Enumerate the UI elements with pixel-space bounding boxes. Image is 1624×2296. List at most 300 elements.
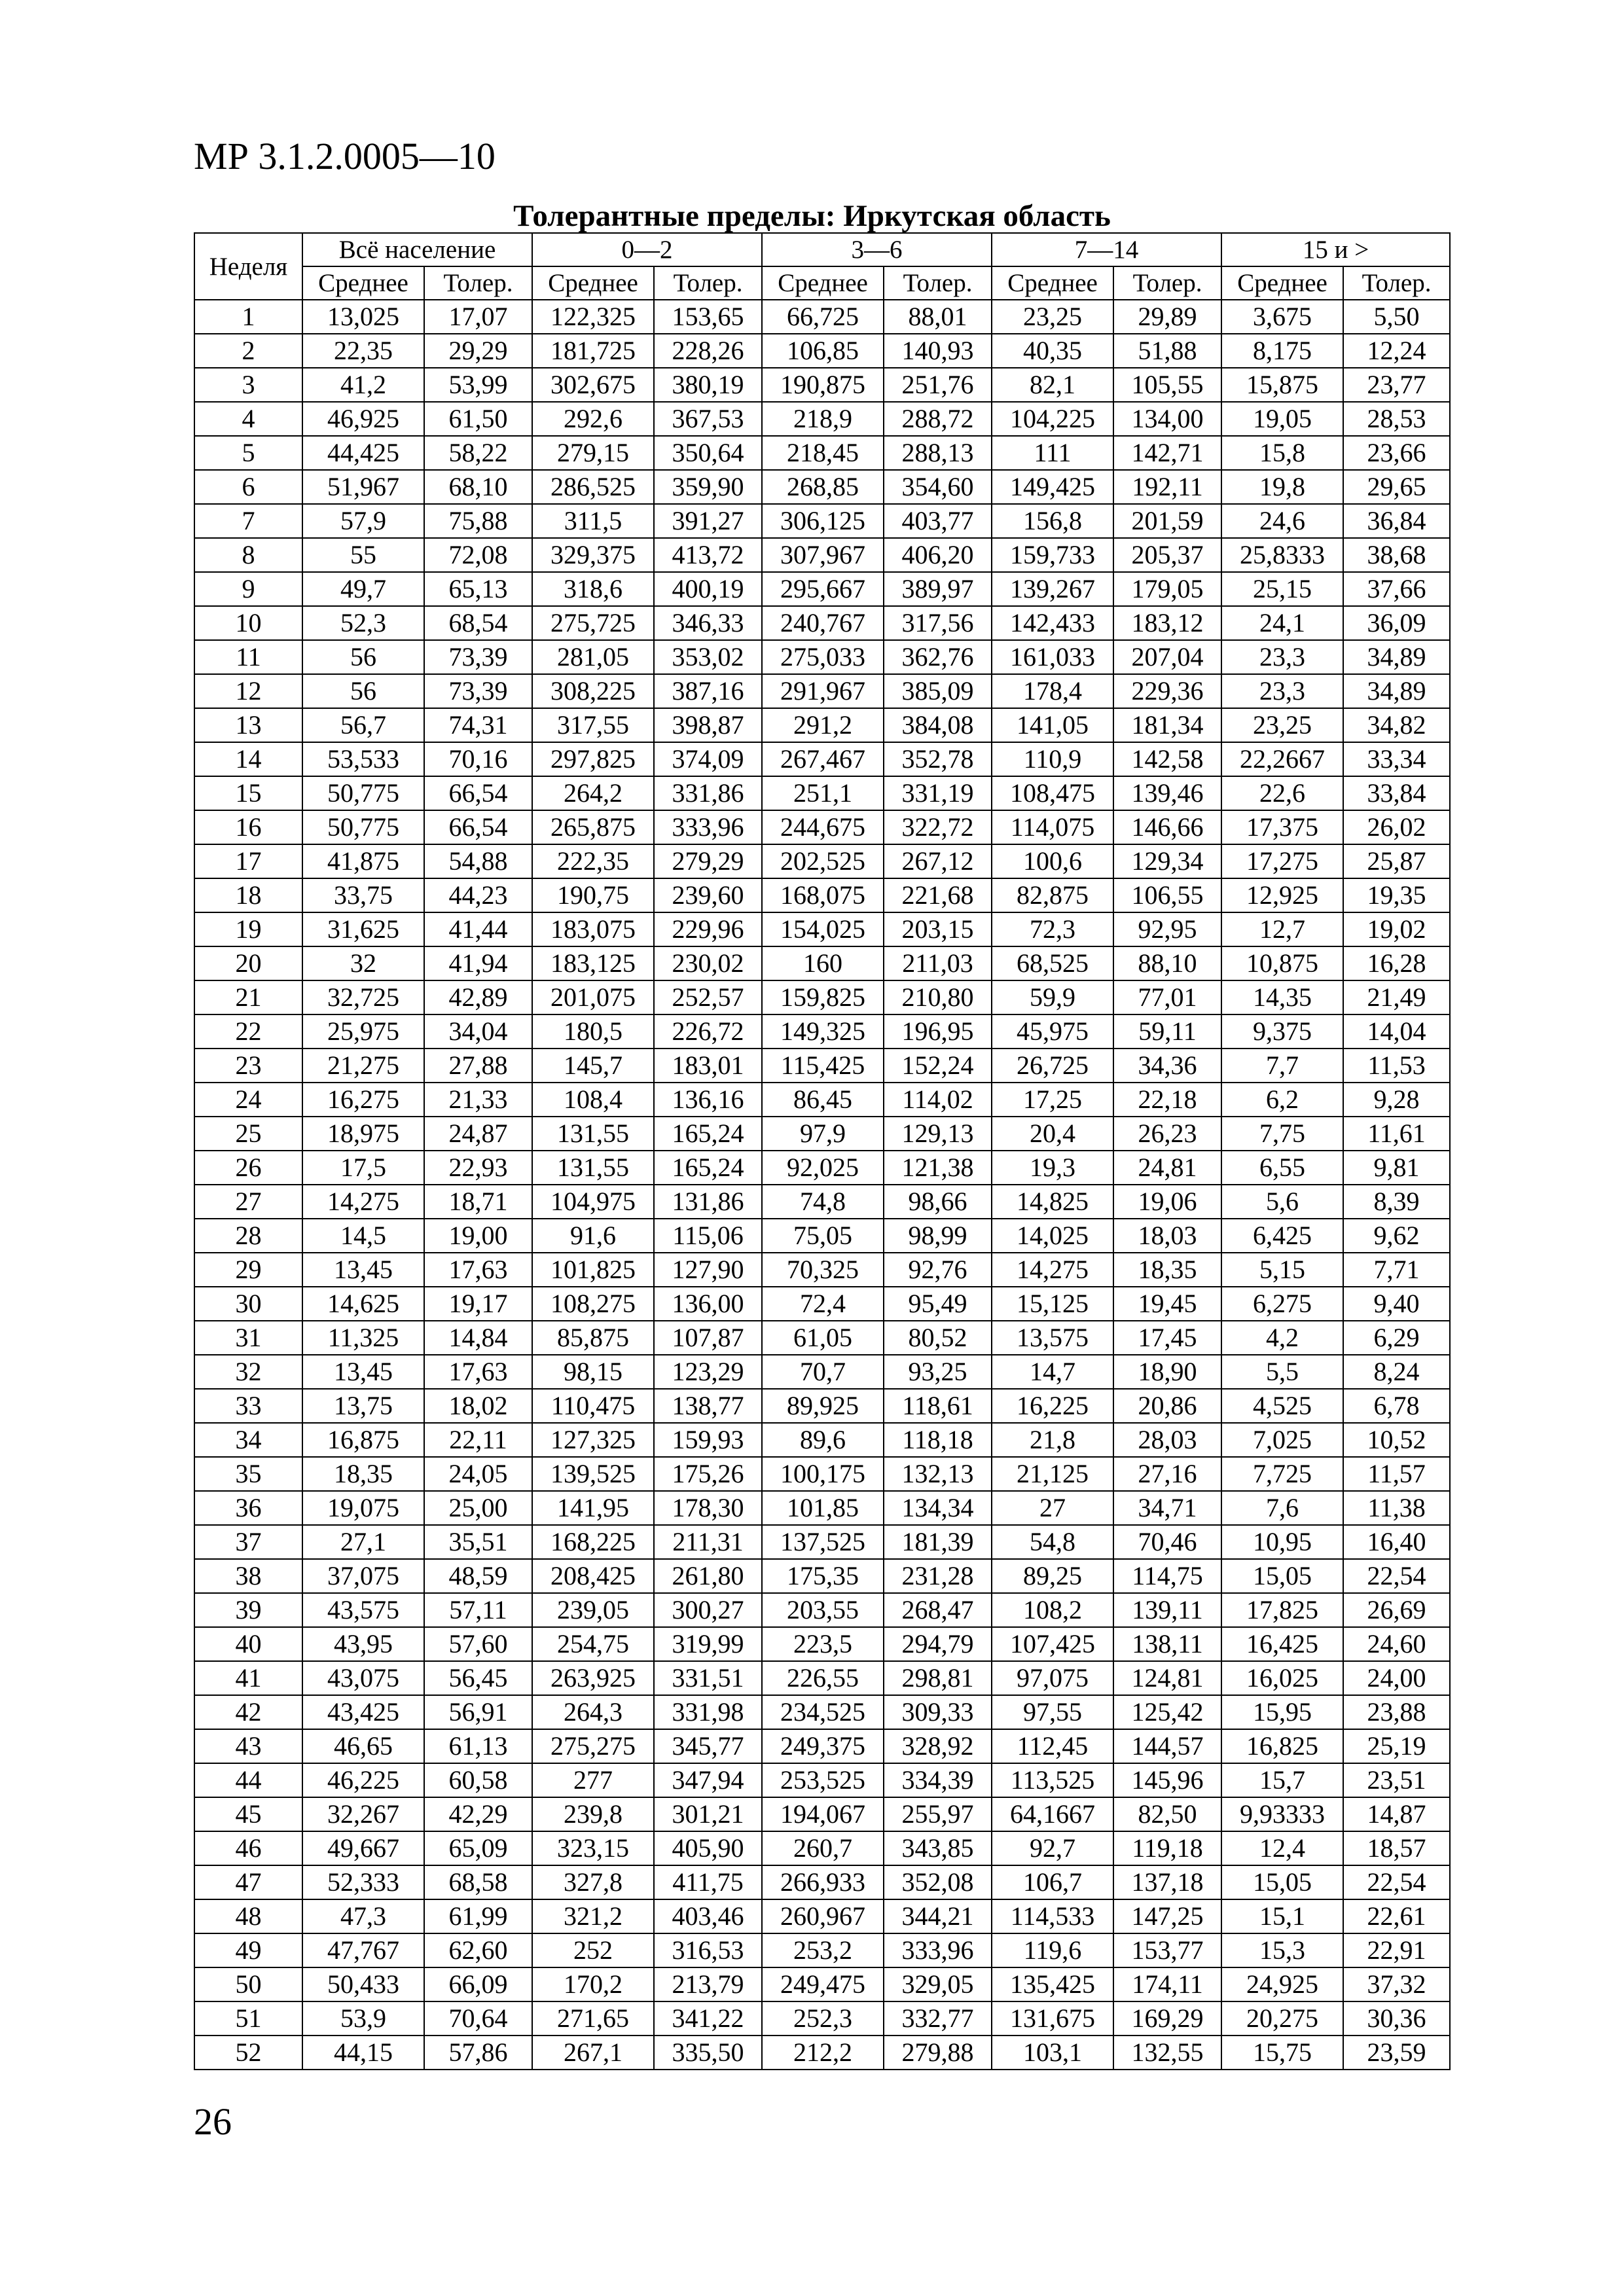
cell-age-15-plus-tol: 10,52 xyxy=(1343,1423,1450,1457)
cell-age-3-6-tol: 344,21 xyxy=(884,1899,992,1933)
cell-age-3-6-tol: 334,39 xyxy=(884,1763,992,1797)
cell-age-7-14-mean: 141,05 xyxy=(992,708,1113,742)
cell-week: 44 xyxy=(194,1763,302,1797)
cell-age-15-plus-tol: 23,77 xyxy=(1343,368,1450,402)
cell-all-mean: 46,225 xyxy=(302,1763,424,1797)
cell-age-7-14-mean: 135,425 xyxy=(992,1967,1113,2001)
cell-age-0-2-tol: 229,96 xyxy=(654,912,762,946)
cell-age-15-plus-mean: 15,75 xyxy=(1221,2036,1343,2070)
cell-age-15-plus-tol: 6,29 xyxy=(1343,1321,1450,1355)
cell-age-0-2-mean: 318,6 xyxy=(532,572,654,606)
cell-age-0-2-mean: 264,3 xyxy=(532,1695,654,1729)
table-row xyxy=(194,1763,1450,1797)
cell-week: 2 xyxy=(194,334,302,368)
cell-age-15-plus-tol: 11,57 xyxy=(1343,1457,1450,1491)
cell-age-15-plus-tol: 24,00 xyxy=(1343,1661,1450,1695)
table-row xyxy=(194,2036,1450,2070)
cell-age-3-6-mean: 159,825 xyxy=(762,980,884,1014)
cell-age-3-6-tol: 114,02 xyxy=(884,1083,992,1117)
table-row xyxy=(194,1593,1450,1627)
cell-age-0-2-tol: 123,29 xyxy=(654,1355,762,1389)
cell-all-mean: 17,5 xyxy=(302,1151,424,1185)
cell-age-0-2-tol: 400,19 xyxy=(654,572,762,606)
cell-all-mean: 55 xyxy=(302,538,424,572)
cell-age-7-14-tol: 92,95 xyxy=(1113,912,1221,946)
cell-age-15-plus-mean: 16,025 xyxy=(1221,1661,1343,1695)
table-row xyxy=(194,1117,1450,1151)
cell-age-0-2-tol: 183,01 xyxy=(654,1049,762,1083)
cell-age-3-6-mean: 295,667 xyxy=(762,572,884,606)
cell-age-15-plus-tol: 14,87 xyxy=(1343,1797,1450,1831)
cell-week: 51 xyxy=(194,2001,302,2036)
cell-age-7-14-tol: 34,36 xyxy=(1113,1049,1221,1083)
cell-week: 6 xyxy=(194,470,302,504)
cell-age-0-2-tol: 252,57 xyxy=(654,980,762,1014)
cell-all-tol: 65,13 xyxy=(424,572,532,606)
cell-age-15-plus-mean: 19,8 xyxy=(1221,470,1343,504)
cell-age-0-2-tol: 411,75 xyxy=(654,1865,762,1899)
cell-week: 9 xyxy=(194,572,302,606)
cell-age-0-2-mean: 267,1 xyxy=(532,2036,654,2070)
cell-age-7-14-tol: 169,29 xyxy=(1113,2001,1221,2036)
cell-age-0-2-mean: 181,725 xyxy=(532,334,654,368)
cell-age-3-6-mean: 89,6 xyxy=(762,1423,884,1457)
cell-all-mean: 56 xyxy=(302,640,424,674)
cell-age-0-2-tol: 391,27 xyxy=(654,504,762,538)
cell-all-mean: 32,267 xyxy=(302,1797,424,1831)
cell-age-7-14-mean: 40,35 xyxy=(992,334,1113,368)
table-row xyxy=(194,776,1450,810)
document-code: МР 3.1.2.0005—10 xyxy=(194,135,496,177)
cell-age-0-2-tol: 211,31 xyxy=(654,1525,762,1559)
cell-age-7-14-tol: 18,35 xyxy=(1113,1253,1221,1287)
cell-age-15-plus-mean: 25,15 xyxy=(1221,572,1343,606)
cell-all-mean: 32 xyxy=(302,946,424,980)
cell-age-0-2-tol: 380,19 xyxy=(654,368,762,402)
cell-age-7-14-tol: 24,81 xyxy=(1113,1151,1221,1185)
cell-age-7-14-mean: 23,25 xyxy=(992,300,1113,334)
cell-age-3-6-mean: 100,175 xyxy=(762,1457,884,1491)
cell-age-0-2-mean: 302,675 xyxy=(532,368,654,402)
table-row xyxy=(194,1559,1450,1593)
cell-age-0-2-mean: 190,75 xyxy=(532,878,654,912)
cell-age-0-2-mean: 317,55 xyxy=(532,708,654,742)
cell-age-7-14-mean: 14,7 xyxy=(992,1355,1113,1389)
cell-age-15-plus-tol: 18,57 xyxy=(1343,1831,1450,1865)
cell-all-mean: 52,3 xyxy=(302,606,424,640)
cell-age-7-14-tol: 145,96 xyxy=(1113,1763,1221,1797)
cell-age-3-6-tol: 384,08 xyxy=(884,708,992,742)
cell-age-0-2-tol: 153,65 xyxy=(654,300,762,334)
table-row xyxy=(194,504,1450,538)
cell-age-15-plus-mean: 17,375 xyxy=(1221,810,1343,844)
cell-age-7-14-mean: 103,1 xyxy=(992,2036,1113,2070)
cell-age-7-14-tol: 142,58 xyxy=(1113,742,1221,776)
cell-age-15-plus-mean: 6,2 xyxy=(1221,1083,1343,1117)
cell-age-15-plus-mean: 7,7 xyxy=(1221,1049,1343,1083)
cell-age-15-plus-tol: 34,89 xyxy=(1343,640,1450,674)
cell-all-mean: 43,575 xyxy=(302,1593,424,1627)
table-row xyxy=(194,470,1450,504)
cell-age-7-14-mean: 178,4 xyxy=(992,674,1113,708)
cell-age-15-plus-mean: 7,725 xyxy=(1221,1457,1343,1491)
cell-all-mean: 13,75 xyxy=(302,1389,424,1423)
cell-age-0-2-mean: 263,925 xyxy=(532,1661,654,1695)
cell-age-3-6-mean: 92,025 xyxy=(762,1151,884,1185)
cell-all-mean: 46,65 xyxy=(302,1729,424,1763)
cell-age-15-plus-tol: 22,54 xyxy=(1343,1865,1450,1899)
cell-age-15-plus-tol: 36,84 xyxy=(1343,504,1450,538)
subheader-mean: Среднее xyxy=(762,266,884,300)
cell-age-0-2-tol: 316,53 xyxy=(654,1933,762,1967)
cell-age-3-6-mean: 203,55 xyxy=(762,1593,884,1627)
cell-age-15-plus-mean: 25,8333 xyxy=(1221,538,1343,572)
cell-week: 4 xyxy=(194,402,302,436)
cell-age-15-plus-mean: 17,825 xyxy=(1221,1593,1343,1627)
cell-age-15-plus-mean: 15,95 xyxy=(1221,1695,1343,1729)
cell-age-0-2-mean: 127,325 xyxy=(532,1423,654,1457)
cell-all-tol: 57,86 xyxy=(424,2036,532,2070)
table-row xyxy=(194,2001,1450,2036)
cell-age-15-plus-mean: 23,3 xyxy=(1221,674,1343,708)
cell-age-15-plus-tol: 9,81 xyxy=(1343,1151,1450,1185)
cell-age-0-2-tol: 131,86 xyxy=(654,1185,762,1219)
subheader-tolerance: Толер. xyxy=(1113,266,1221,300)
cell-age-0-2-mean: 279,15 xyxy=(532,436,654,470)
cell-age-0-2-tol: 261,80 xyxy=(654,1559,762,1593)
cell-age-7-14-tol: 70,46 xyxy=(1113,1525,1221,1559)
cell-age-7-14-mean: 27 xyxy=(992,1491,1113,1525)
cell-age-7-14-mean: 72,3 xyxy=(992,912,1113,946)
table-row xyxy=(194,1627,1450,1661)
cell-all-mean: 32,725 xyxy=(302,980,424,1014)
cell-age-15-plus-tol: 26,69 xyxy=(1343,1593,1450,1627)
cell-all-mean: 56,7 xyxy=(302,708,424,742)
cell-all-mean: 47,3 xyxy=(302,1899,424,1933)
cell-age-15-plus-tol: 9,40 xyxy=(1343,1287,1450,1321)
cell-all-tol: 25,00 xyxy=(424,1491,532,1525)
page-number: 26 xyxy=(194,2100,232,2143)
cell-week: 10 xyxy=(194,606,302,640)
cell-age-15-plus-tol: 34,89 xyxy=(1343,674,1450,708)
cell-age-15-plus-mean: 14,35 xyxy=(1221,980,1343,1014)
cell-week: 18 xyxy=(194,878,302,912)
cell-age-15-plus-mean: 17,275 xyxy=(1221,844,1343,878)
group-header-0-2: 0—2 xyxy=(532,233,762,266)
cell-age-0-2-mean: 141,95 xyxy=(532,1491,654,1525)
cell-age-3-6-mean: 168,075 xyxy=(762,878,884,912)
cell-week: 29 xyxy=(194,1253,302,1287)
cell-all-mean: 19,075 xyxy=(302,1491,424,1525)
cell-age-7-14-tol: 77,01 xyxy=(1113,980,1221,1014)
cell-age-3-6-mean: 66,725 xyxy=(762,300,884,334)
cell-age-0-2-tol: 345,77 xyxy=(654,1729,762,1763)
table-row xyxy=(194,878,1450,912)
table-row xyxy=(194,1695,1450,1729)
cell-age-0-2-tol: 159,93 xyxy=(654,1423,762,1457)
cell-week: 40 xyxy=(194,1627,302,1661)
cell-age-15-plus-tol: 16,28 xyxy=(1343,946,1450,980)
cell-week: 47 xyxy=(194,1865,302,1899)
cell-age-3-6-tol: 211,03 xyxy=(884,946,992,980)
cell-age-3-6-tol: 352,78 xyxy=(884,742,992,776)
cell-age-15-plus-mean: 9,93333 xyxy=(1221,1797,1343,1831)
cell-all-tol: 24,05 xyxy=(424,1457,532,1491)
cell-age-15-plus-mean: 23,3 xyxy=(1221,640,1343,674)
cell-all-mean: 50,775 xyxy=(302,776,424,810)
cell-age-15-plus-tol: 37,66 xyxy=(1343,572,1450,606)
cell-age-15-plus-tol: 25,19 xyxy=(1343,1729,1450,1763)
cell-age-0-2-tol: 333,96 xyxy=(654,810,762,844)
cell-all-tol: 18,71 xyxy=(424,1185,532,1219)
table-row xyxy=(194,1865,1450,1899)
tolerance-table xyxy=(194,232,1451,2070)
cell-age-0-2-mean: 277 xyxy=(532,1763,654,1797)
table-row xyxy=(194,1151,1450,1185)
cell-age-3-6-tol: 331,19 xyxy=(884,776,992,810)
cell-week: 15 xyxy=(194,776,302,810)
cell-age-7-14-tol: 205,37 xyxy=(1113,538,1221,572)
cell-age-15-plus-mean: 16,425 xyxy=(1221,1627,1343,1661)
cell-all-tol: 70,64 xyxy=(424,2001,532,2036)
cell-age-15-plus-mean: 5,6 xyxy=(1221,1185,1343,1219)
cell-age-0-2-tol: 138,77 xyxy=(654,1389,762,1423)
cell-age-7-14-tol: 18,90 xyxy=(1113,1355,1221,1389)
cell-age-0-2-tol: 331,51 xyxy=(654,1661,762,1695)
cell-age-0-2-mean: 271,65 xyxy=(532,2001,654,2036)
cell-age-3-6-mean: 253,525 xyxy=(762,1763,884,1797)
cell-age-15-plus-tol: 33,34 xyxy=(1343,742,1450,776)
table-row xyxy=(194,742,1450,776)
cell-all-tol: 68,58 xyxy=(424,1865,532,1899)
cell-all-mean: 13,025 xyxy=(302,300,424,334)
cell-week: 46 xyxy=(194,1831,302,1865)
cell-age-3-6-mean: 291,967 xyxy=(762,674,884,708)
cell-age-0-2-mean: 183,125 xyxy=(532,946,654,980)
cell-age-7-14-tol: 132,55 xyxy=(1113,2036,1221,2070)
cell-all-tol: 35,51 xyxy=(424,1525,532,1559)
cell-all-tol: 18,02 xyxy=(424,1389,532,1423)
table-row xyxy=(194,300,1450,334)
cell-age-7-14-tol: 192,11 xyxy=(1113,470,1221,504)
cell-all-mean: 50,433 xyxy=(302,1967,424,2001)
cell-age-7-14-tol: 88,10 xyxy=(1113,946,1221,980)
table-row xyxy=(194,912,1450,946)
cell-all-mean: 41,2 xyxy=(302,368,424,402)
cell-age-7-14-tol: 183,12 xyxy=(1113,606,1221,640)
cell-week: 31 xyxy=(194,1321,302,1355)
cell-all-tol: 24,87 xyxy=(424,1117,532,1151)
cell-age-15-plus-tol: 22,61 xyxy=(1343,1899,1450,1933)
table-title: Толерантные пределы: Иркутская область xyxy=(513,199,1111,233)
cell-all-mean: 50,775 xyxy=(302,810,424,844)
cell-age-3-6-tol: 88,01 xyxy=(884,300,992,334)
cell-age-0-2-tol: 301,21 xyxy=(654,1797,762,1831)
cell-age-7-14-tol: 139,11 xyxy=(1113,1593,1221,1627)
cell-age-15-plus-mean: 6,425 xyxy=(1221,1219,1343,1253)
cell-age-0-2-mean: 180,5 xyxy=(532,1014,654,1049)
cell-age-7-14-mean: 108,2 xyxy=(992,1593,1113,1627)
cell-age-15-plus-tol: 8,39 xyxy=(1343,1185,1450,1219)
cell-age-15-plus-mean: 15,3 xyxy=(1221,1933,1343,1967)
cell-age-15-plus-tol: 25,87 xyxy=(1343,844,1450,878)
cell-age-0-2-mean: 286,525 xyxy=(532,470,654,504)
cell-week: 35 xyxy=(194,1457,302,1491)
cell-age-15-plus-tol: 37,32 xyxy=(1343,1967,1450,2001)
cell-age-7-14-mean: 110,9 xyxy=(992,742,1113,776)
cell-age-7-14-mean: 16,225 xyxy=(992,1389,1113,1423)
cell-age-0-2-tol: 346,33 xyxy=(654,606,762,640)
table-row xyxy=(194,368,1450,402)
cell-age-0-2-mean: 252 xyxy=(532,1933,654,1967)
cell-age-0-2-tol: 359,90 xyxy=(654,470,762,504)
cell-age-3-6-mean: 160 xyxy=(762,946,884,980)
table-row xyxy=(194,640,1450,674)
cell-age-7-14-tol: 19,45 xyxy=(1113,1287,1221,1321)
cell-week: 5 xyxy=(194,436,302,470)
cell-age-15-plus-tol: 22,54 xyxy=(1343,1559,1450,1593)
cell-all-tol: 68,54 xyxy=(424,606,532,640)
cell-age-15-plus-tol: 6,78 xyxy=(1343,1389,1450,1423)
table-row xyxy=(194,1899,1450,1933)
cell-age-3-6-mean: 266,933 xyxy=(762,1865,884,1899)
cell-age-3-6-tol: 406,20 xyxy=(884,538,992,572)
cell-all-mean: 49,7 xyxy=(302,572,424,606)
cell-all-tol: 17,63 xyxy=(424,1253,532,1287)
cell-week: 27 xyxy=(194,1185,302,1219)
cell-all-tol: 29,29 xyxy=(424,334,532,368)
cell-age-0-2-tol: 331,98 xyxy=(654,1695,762,1729)
cell-age-3-6-mean: 240,767 xyxy=(762,606,884,640)
cell-age-15-plus-tol: 34,82 xyxy=(1343,708,1450,742)
cell-age-0-2-mean: 201,075 xyxy=(532,980,654,1014)
cell-all-tol: 66,54 xyxy=(424,810,532,844)
cell-age-7-14-tol: 29,89 xyxy=(1113,300,1221,334)
table-row xyxy=(194,1014,1450,1049)
cell-age-3-6-tol: 196,95 xyxy=(884,1014,992,1049)
cell-age-0-2-tol: 405,90 xyxy=(654,1831,762,1865)
cell-age-0-2-mean: 308,225 xyxy=(532,674,654,708)
cell-age-15-plus-tol: 16,40 xyxy=(1343,1525,1450,1559)
cell-all-mean: 16,875 xyxy=(302,1423,424,1457)
cell-age-7-14-tol: 105,55 xyxy=(1113,368,1221,402)
cell-age-3-6-tol: 279,88 xyxy=(884,2036,992,2070)
table-row xyxy=(194,1253,1450,1287)
table-row xyxy=(194,538,1450,572)
cell-age-15-plus-mean: 20,275 xyxy=(1221,2001,1343,2036)
cell-age-7-14-mean: 26,725 xyxy=(992,1049,1113,1083)
cell-age-7-14-mean: 64,1667 xyxy=(992,1797,1113,1831)
cell-age-7-14-mean: 111 xyxy=(992,436,1113,470)
table-row xyxy=(194,1287,1450,1321)
cell-age-0-2-mean: 265,875 xyxy=(532,810,654,844)
cell-all-mean: 44,15 xyxy=(302,2036,424,2070)
cell-age-7-14-mean: 108,475 xyxy=(992,776,1113,810)
cell-age-3-6-mean: 268,85 xyxy=(762,470,884,504)
table-row xyxy=(194,334,1450,368)
group-header-3-6: 3—6 xyxy=(762,233,992,266)
cell-all-tol: 57,60 xyxy=(424,1627,532,1661)
cell-all-tol: 60,58 xyxy=(424,1763,532,1797)
cell-age-0-2-tol: 398,87 xyxy=(654,708,762,742)
cell-age-15-plus-mean: 24,6 xyxy=(1221,504,1343,538)
cell-all-tol: 61,50 xyxy=(424,402,532,436)
cell-age-15-plus-mean: 16,825 xyxy=(1221,1729,1343,1763)
cell-age-15-plus-mean: 22,6 xyxy=(1221,776,1343,810)
cell-all-mean: 27,1 xyxy=(302,1525,424,1559)
cell-week: 50 xyxy=(194,1967,302,2001)
cell-age-15-plus-tol: 11,53 xyxy=(1343,1049,1450,1083)
cell-age-7-14-mean: 114,075 xyxy=(992,810,1113,844)
cell-all-mean: 14,275 xyxy=(302,1185,424,1219)
cell-age-7-14-mean: 119,6 xyxy=(992,1933,1113,1967)
cell-age-7-14-tol: 144,57 xyxy=(1113,1729,1221,1763)
cell-age-15-plus-tol: 8,24 xyxy=(1343,1355,1450,1389)
cell-age-7-14-tol: 20,86 xyxy=(1113,1389,1221,1423)
cell-week: 41 xyxy=(194,1661,302,1695)
cell-week: 37 xyxy=(194,1525,302,1559)
cell-age-3-6-tol: 333,96 xyxy=(884,1933,992,1967)
cell-age-15-plus-mean: 15,875 xyxy=(1221,368,1343,402)
cell-all-tol: 22,11 xyxy=(424,1423,532,1457)
cell-age-7-14-tol: 134,00 xyxy=(1113,402,1221,436)
subheader-mean: Среднее xyxy=(992,266,1113,300)
cell-week: 11 xyxy=(194,640,302,674)
cell-age-3-6-mean: 253,2 xyxy=(762,1933,884,1967)
cell-age-0-2-mean: 170,2 xyxy=(532,1967,654,2001)
cell-age-7-14-mean: 104,225 xyxy=(992,402,1113,436)
cell-week: 1 xyxy=(194,300,302,334)
cell-age-7-14-tol: 179,05 xyxy=(1113,572,1221,606)
cell-age-0-2-tol: 127,90 xyxy=(654,1253,762,1287)
cell-age-7-14-tol: 106,55 xyxy=(1113,878,1221,912)
table-row xyxy=(194,810,1450,844)
table-row xyxy=(194,980,1450,1014)
cell-age-15-plus-mean: 15,05 xyxy=(1221,1559,1343,1593)
cell-age-15-plus-tol: 7,71 xyxy=(1343,1253,1450,1287)
cell-age-3-6-tol: 309,33 xyxy=(884,1695,992,1729)
cell-age-3-6-tol: 231,28 xyxy=(884,1559,992,1593)
cell-age-7-14-mean: 68,525 xyxy=(992,946,1113,980)
cell-age-15-plus-mean: 4,2 xyxy=(1221,1321,1343,1355)
cell-age-3-6-tol: 203,15 xyxy=(884,912,992,946)
cell-all-tol: 53,99 xyxy=(424,368,532,402)
cell-week: 3 xyxy=(194,368,302,402)
cell-age-0-2-tol: 350,64 xyxy=(654,436,762,470)
cell-age-3-6-tol: 332,77 xyxy=(884,2001,992,2036)
cell-all-mean: 43,075 xyxy=(302,1661,424,1695)
cell-age-3-6-mean: 267,467 xyxy=(762,742,884,776)
cell-age-7-14-mean: 89,25 xyxy=(992,1559,1113,1593)
cell-age-0-2-tol: 213,79 xyxy=(654,1967,762,2001)
cell-age-7-14-tol: 114,75 xyxy=(1113,1559,1221,1593)
cell-week: 22 xyxy=(194,1014,302,1049)
table-row xyxy=(194,402,1450,436)
cell-age-15-plus-mean: 12,4 xyxy=(1221,1831,1343,1865)
cell-age-15-plus-tol: 30,36 xyxy=(1343,2001,1450,2036)
cell-week: 12 xyxy=(194,674,302,708)
cell-all-mean: 22,35 xyxy=(302,334,424,368)
cell-all-tol: 61,13 xyxy=(424,1729,532,1763)
cell-age-3-6-mean: 149,325 xyxy=(762,1014,884,1049)
cell-age-3-6-tol: 152,24 xyxy=(884,1049,992,1083)
cell-age-7-14-tol: 125,42 xyxy=(1113,1695,1221,1729)
cell-age-7-14-tol: 17,45 xyxy=(1113,1321,1221,1355)
cell-week: 38 xyxy=(194,1559,302,1593)
cell-all-mean: 53,533 xyxy=(302,742,424,776)
subheader-mean: Среднее xyxy=(532,266,654,300)
cell-age-0-2-tol: 175,26 xyxy=(654,1457,762,1491)
